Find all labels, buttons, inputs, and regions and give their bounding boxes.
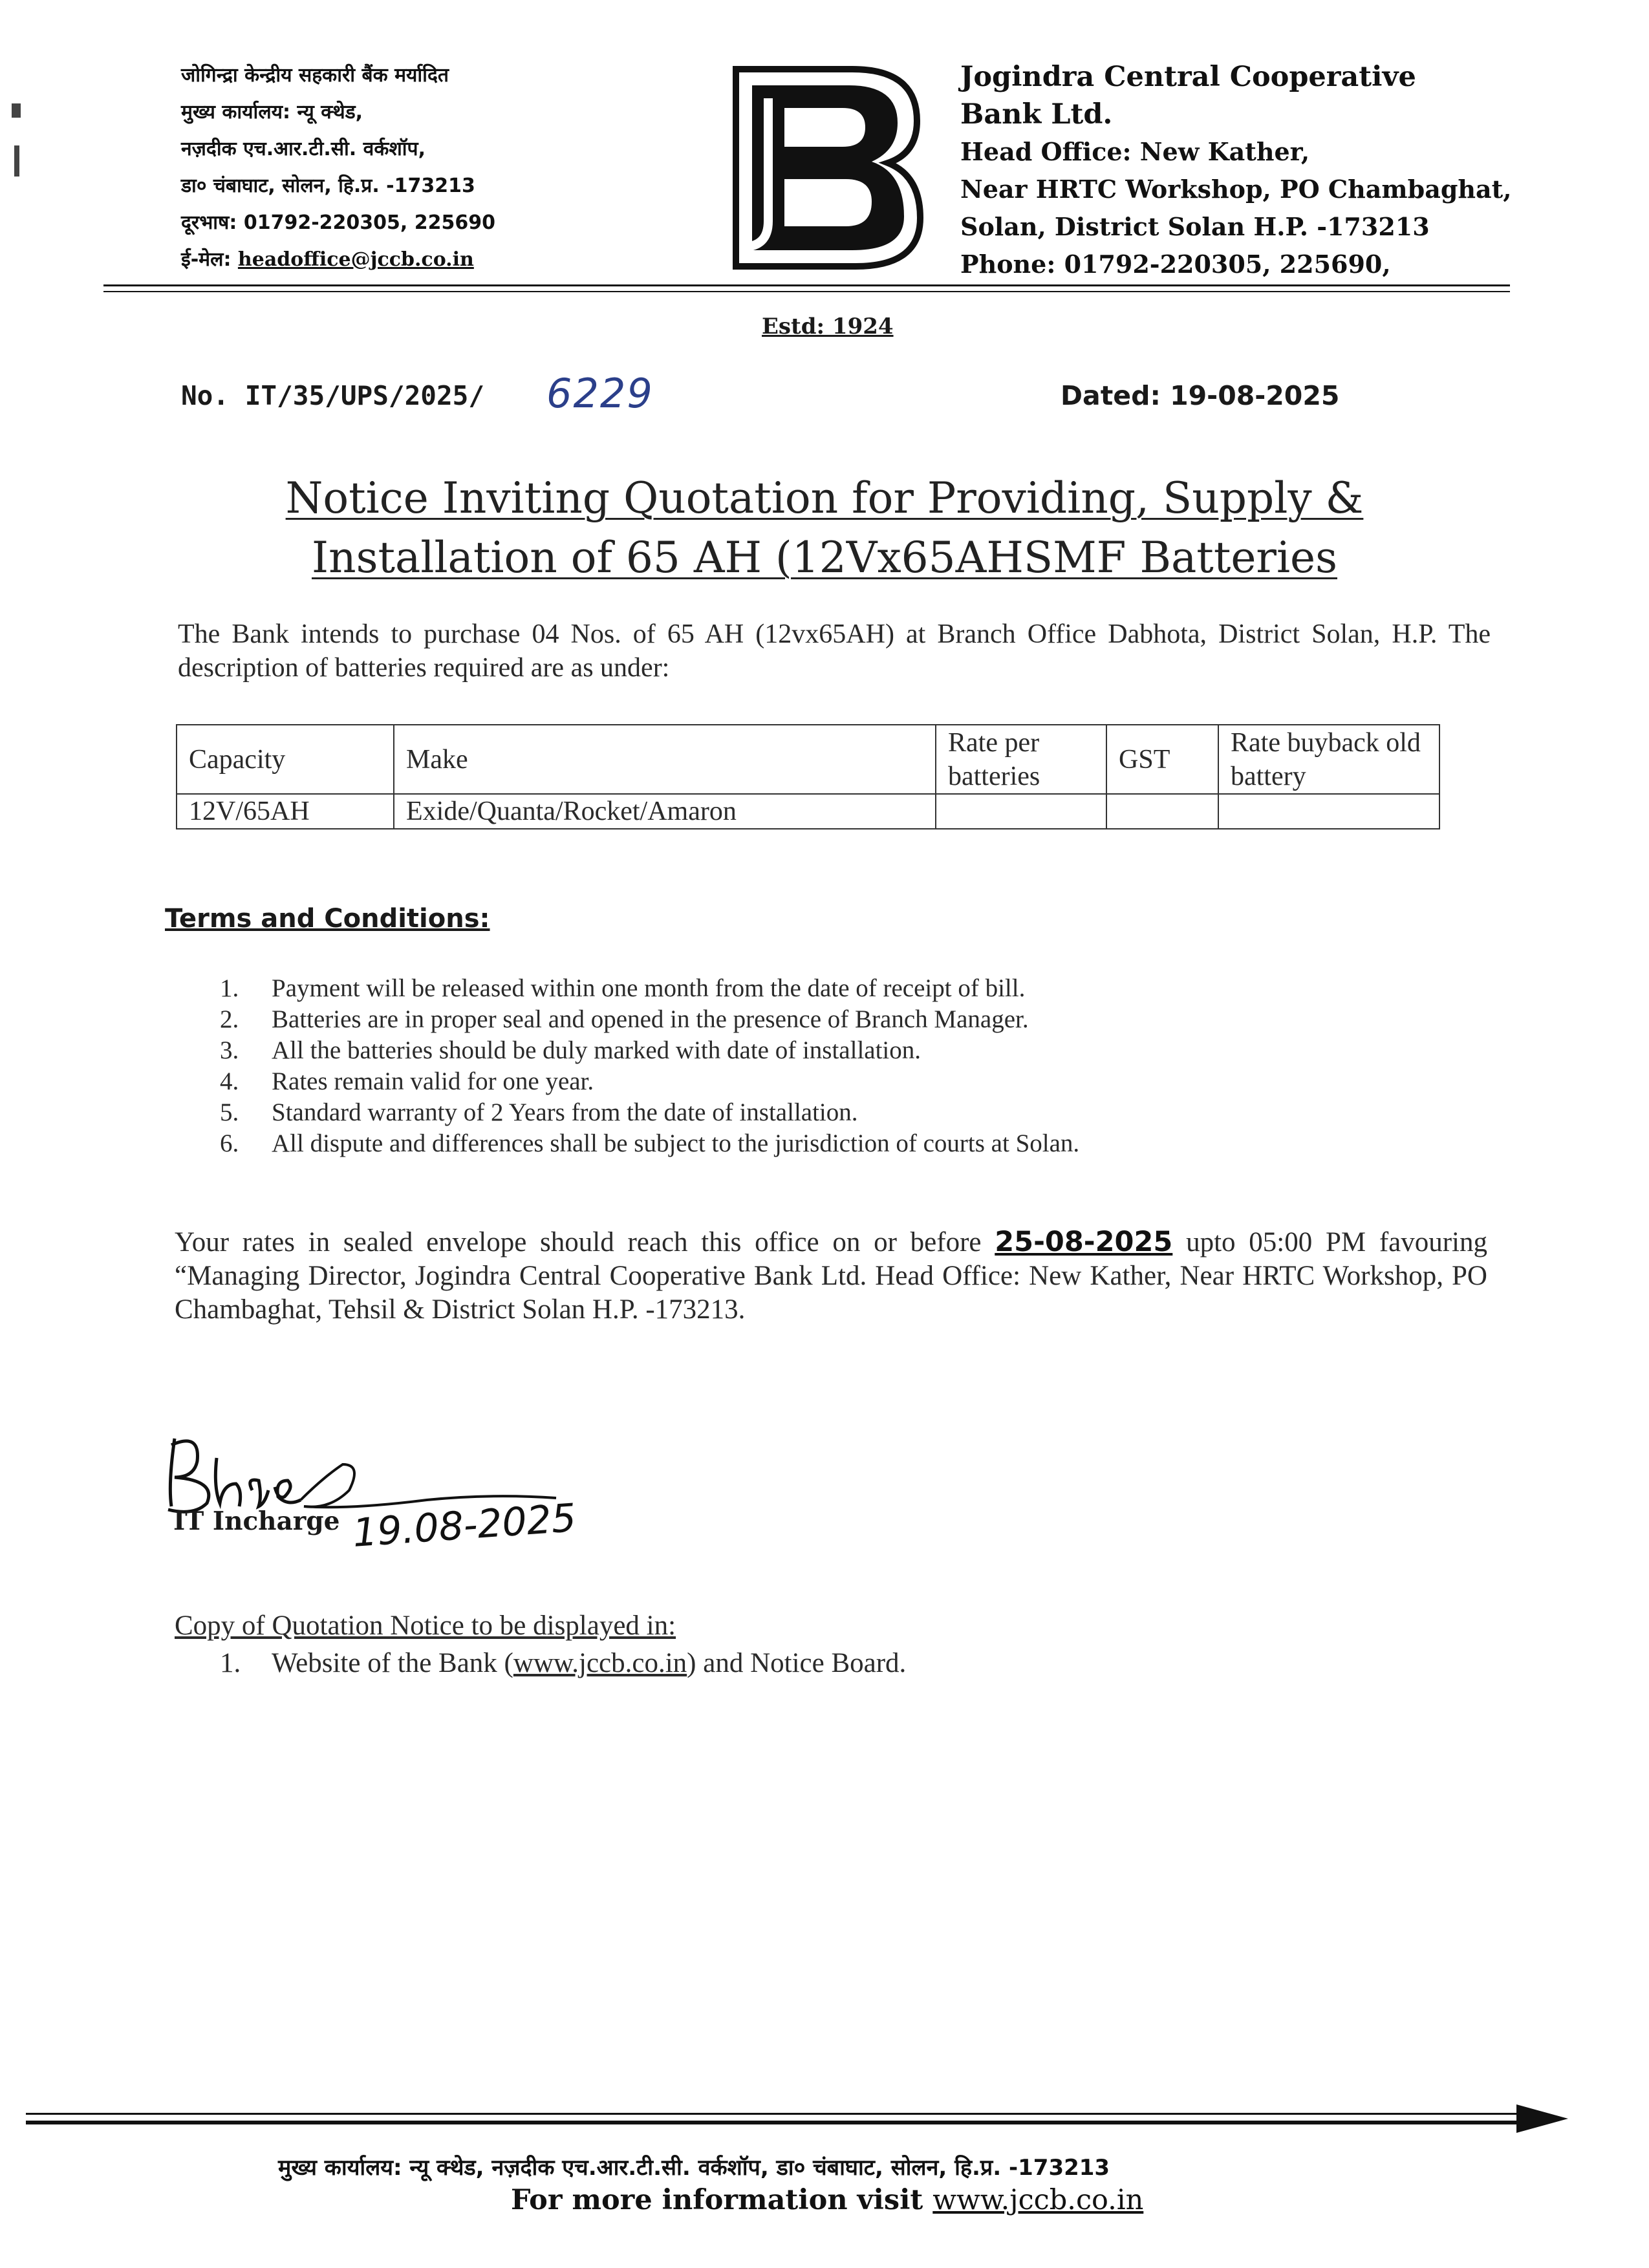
term-number: 2. [220,1005,239,1033]
footer-divider [26,2113,1526,2115]
notice-date: Dated: 19-08-2025 [1061,380,1340,411]
term-text: Rates remain valid for one year. [272,1067,594,1095]
list-item [220,1066,1416,1097]
bank-name-line2: Bank Ltd. [960,98,1113,131]
title-line-2: Installation of 65 AH (12Vx65AHSMF Batteries [312,533,1337,583]
term-number: 6. [220,1129,239,1157]
table-header-row [177,725,1439,794]
term-number: 5. [220,1098,239,1126]
footer-website-link[interactable]: www.jccb.co.in [932,2184,1144,2216]
phone-line: Phone: 01792-220305, 225690, [960,250,1391,279]
cell-buyback [1218,794,1439,829]
copy-item-text-before: Website of the Bank ( [272,1648,513,1678]
bank-logo [723,59,923,273]
hindi-landmark: नज़दीक एच.आर.टी.सी. वर्कशॉप, [181,138,426,160]
hindi-email-line [181,241,634,278]
footer-info-line [511,2184,1143,2216]
established-year: Estd: 1924 [762,314,894,339]
footer-divider-thick [26,2121,1526,2124]
address-line-3: Solan, District Solan H.P. -173213 [960,212,1430,241]
term-number: 1. [220,974,239,1002]
term-number: 4. [220,1067,239,1095]
list-item [220,1647,906,1679]
header-divider-secondary [103,291,1510,292]
hindi-head-office: मुख्य कार्यालय: न्यू क्थेड, [181,101,363,123]
submission-deadline: 25-08-2025 [995,1226,1173,1258]
scan-mark [14,145,19,177]
submission-paragraph [175,1225,1487,1327]
english-address-block [960,58,1542,283]
hindi-city: डा० चंबाघाट, सोलन, हि.प्र. -173213 [181,175,475,197]
address-line-1: Head Office: New Kather, [960,137,1310,166]
arrow-right-icon [1516,2104,1568,2133]
header-capacity: Capacity [177,725,394,794]
battery-requirements-table [176,724,1440,829]
copy-heading: Copy of Quotation Notice to be displayed in: [175,1610,676,1641]
term-text: Payment will be released within one month from the date of receipt of bill. [272,974,1026,1002]
cell-rate [936,794,1106,829]
header-make: Make [394,725,936,794]
hindi-bank-name: जोगिन्द्रा केन्द्रीय सहकारी बैंक मर्यादित [181,64,449,87]
address-line-2: Near HRTC Workshop, PO Chambaghat, [960,175,1512,204]
list-item [220,1035,1416,1066]
handwritten-signature-date: 19.08-2025 [350,1495,578,1556]
term-text: All the batteries should be duly marked with date of installation. [272,1036,921,1064]
list-item [220,1128,1416,1159]
hindi-phone: दूरभाष: 01792-220305, 225690 [181,211,495,234]
signatory-title: IT Incharge [173,1506,340,1536]
intro-paragraph: The Bank intends to purchase 04 Nos. of 65 AH (12vx65AH) at Branch Office Dabhota, District Solan, H.P. The description of batteries required are as under: [178,619,1491,683]
website-link[interactable]: www.jccb.co.in [513,1648,687,1678]
copy-item-text-after: ) and Notice Board. [687,1648,907,1678]
list-item [220,1097,1416,1128]
terms-heading: Terms and Conditions: [165,904,490,934]
footer-hindi-address: मुख्य कार्यालय: न्यू क्थेड, नज़दीक एच.आर.टी.सी. वर्कशॉप, डा० चंबाघाट, सोलन, हि.प्र. -173213 [278,2155,1110,2181]
cell-make: Exide/Quanta/Rocket/Amaron [394,794,936,829]
hindi-email-label: ई-मेल: [181,248,232,271]
terms-list [220,973,1416,1159]
handwritten-reference-number: 6229 [546,370,654,417]
email-link[interactable]: headoffice@jccb.co.in [237,248,474,271]
copy-item-number: 1. [220,1648,241,1678]
header-rate-buyback: Rate buyback old battery [1218,725,1439,794]
term-text: Batteries are in proper seal and opened in the presence of Branch Manager. [272,1005,1029,1033]
header-rate-per-battery: Rate per batteries [936,725,1106,794]
copy-list [220,1647,906,1679]
cell-capacity: 12V/65AH [177,794,394,829]
table-row [177,794,1439,829]
notice-title [194,469,1455,588]
title-line-1: Notice Inviting Quotation for Providing, Supply & [285,473,1364,523]
submission-text-before: Your rates in sealed envelope should reach this office on or before [175,1227,982,1257]
bank-name-line1: Jogindra Central Cooperative [960,61,1416,93]
footer-info-text: For more information visit [511,2184,923,2216]
header-gst: GST [1106,725,1218,794]
list-item [220,973,1416,1004]
term-number: 3. [220,1036,239,1064]
cell-gst [1106,794,1218,829]
header-divider [103,284,1510,286]
term-text: All dispute and differences shall be subject to the jurisdiction of courts at Solan. [272,1129,1080,1157]
list-item [220,1004,1416,1035]
hindi-address-block [181,57,634,278]
term-text: Standard warranty of 2 Years from the date of installation. [272,1098,858,1126]
submission-text-after: upto 05:00 PM favouring “Managing Director, Jogindra Central Cooperative Bank Ltd. Head Office: New Kather, Near HRTC Workshop, PO Chambaghat, Tehsil & District Solan H.P. -173213. [175,1227,1488,1325]
reference-number: No. IT/35/UPS/2025/ [181,380,484,411]
scan-mark [12,103,21,118]
